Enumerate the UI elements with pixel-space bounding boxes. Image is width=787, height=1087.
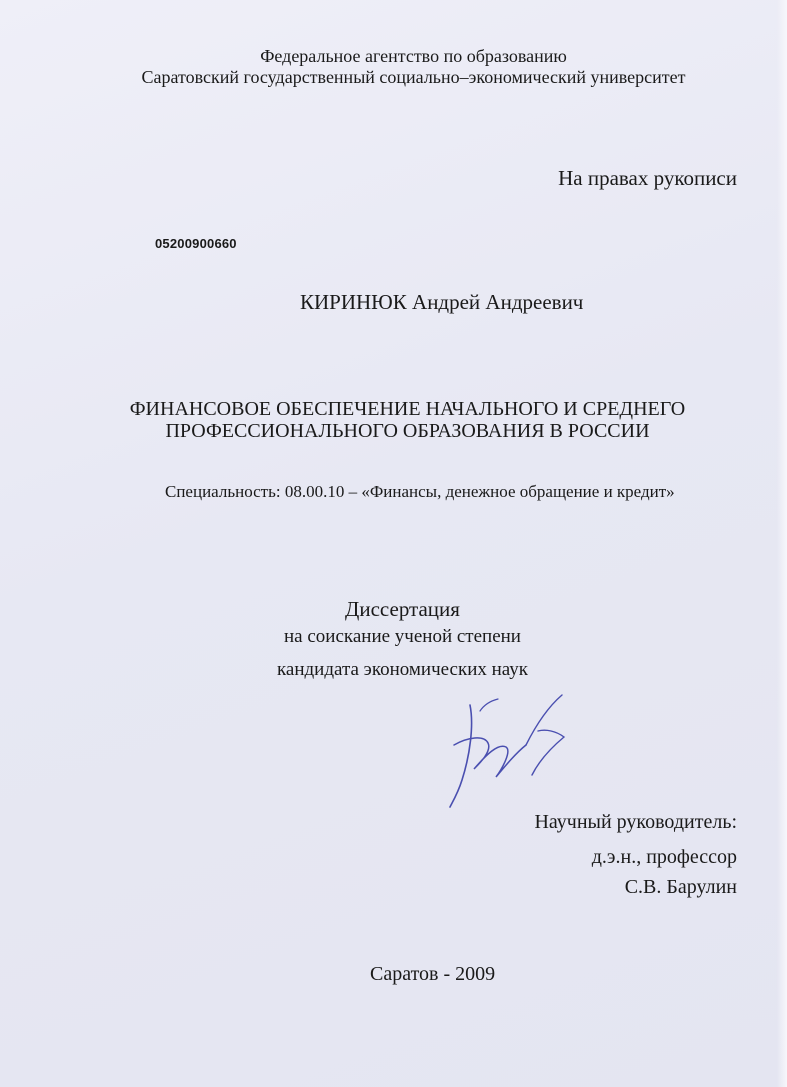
signature — [440, 685, 580, 810]
signature-stroke-main — [450, 705, 472, 807]
signature-stroke-tail — [526, 695, 564, 775]
city-year: Саратов - 2009 — [370, 963, 496, 985]
title-line-1: ФИНАНСОВОЕ ОБЕСПЕЧЕНИЕ НАЧАЛЬНОГО И СРЕДНЕГО — [129, 398, 686, 420]
university-name: Саратовский государственный социально–экономический университет — [141, 67, 686, 87]
manuscript-note: На правах рукописи — [558, 166, 737, 190]
supervisor-degree: д.э.н., профессор — [591, 846, 737, 868]
dissertation-label: Диссертация — [345, 597, 460, 621]
title-line-2: ПРОФЕССИОНАЛЬНОГО ОБРАЗОВАНИЯ В РОССИИ — [165, 420, 650, 442]
specialty: Специальность: 08.00.10 – «Финансы, денежное обращение и кредит» — [165, 482, 675, 501]
supervisor-name: С.В. Барулин — [624, 876, 737, 898]
degree-field: кандидата экономических наук — [276, 659, 529, 680]
degree-purpose: на соискание ученой степени — [284, 626, 521, 647]
agency-name: Федеральное агентство по образованию — [260, 46, 567, 66]
supervisor-role: Научный руководитель: — [534, 811, 737, 833]
signature-stroke-dash — [480, 699, 498, 711]
author-name: КИРИНЮК Андрей Андреевич — [300, 290, 584, 314]
paper-edge — [777, 0, 787, 1087]
document-code: 05200900660 — [155, 236, 237, 251]
